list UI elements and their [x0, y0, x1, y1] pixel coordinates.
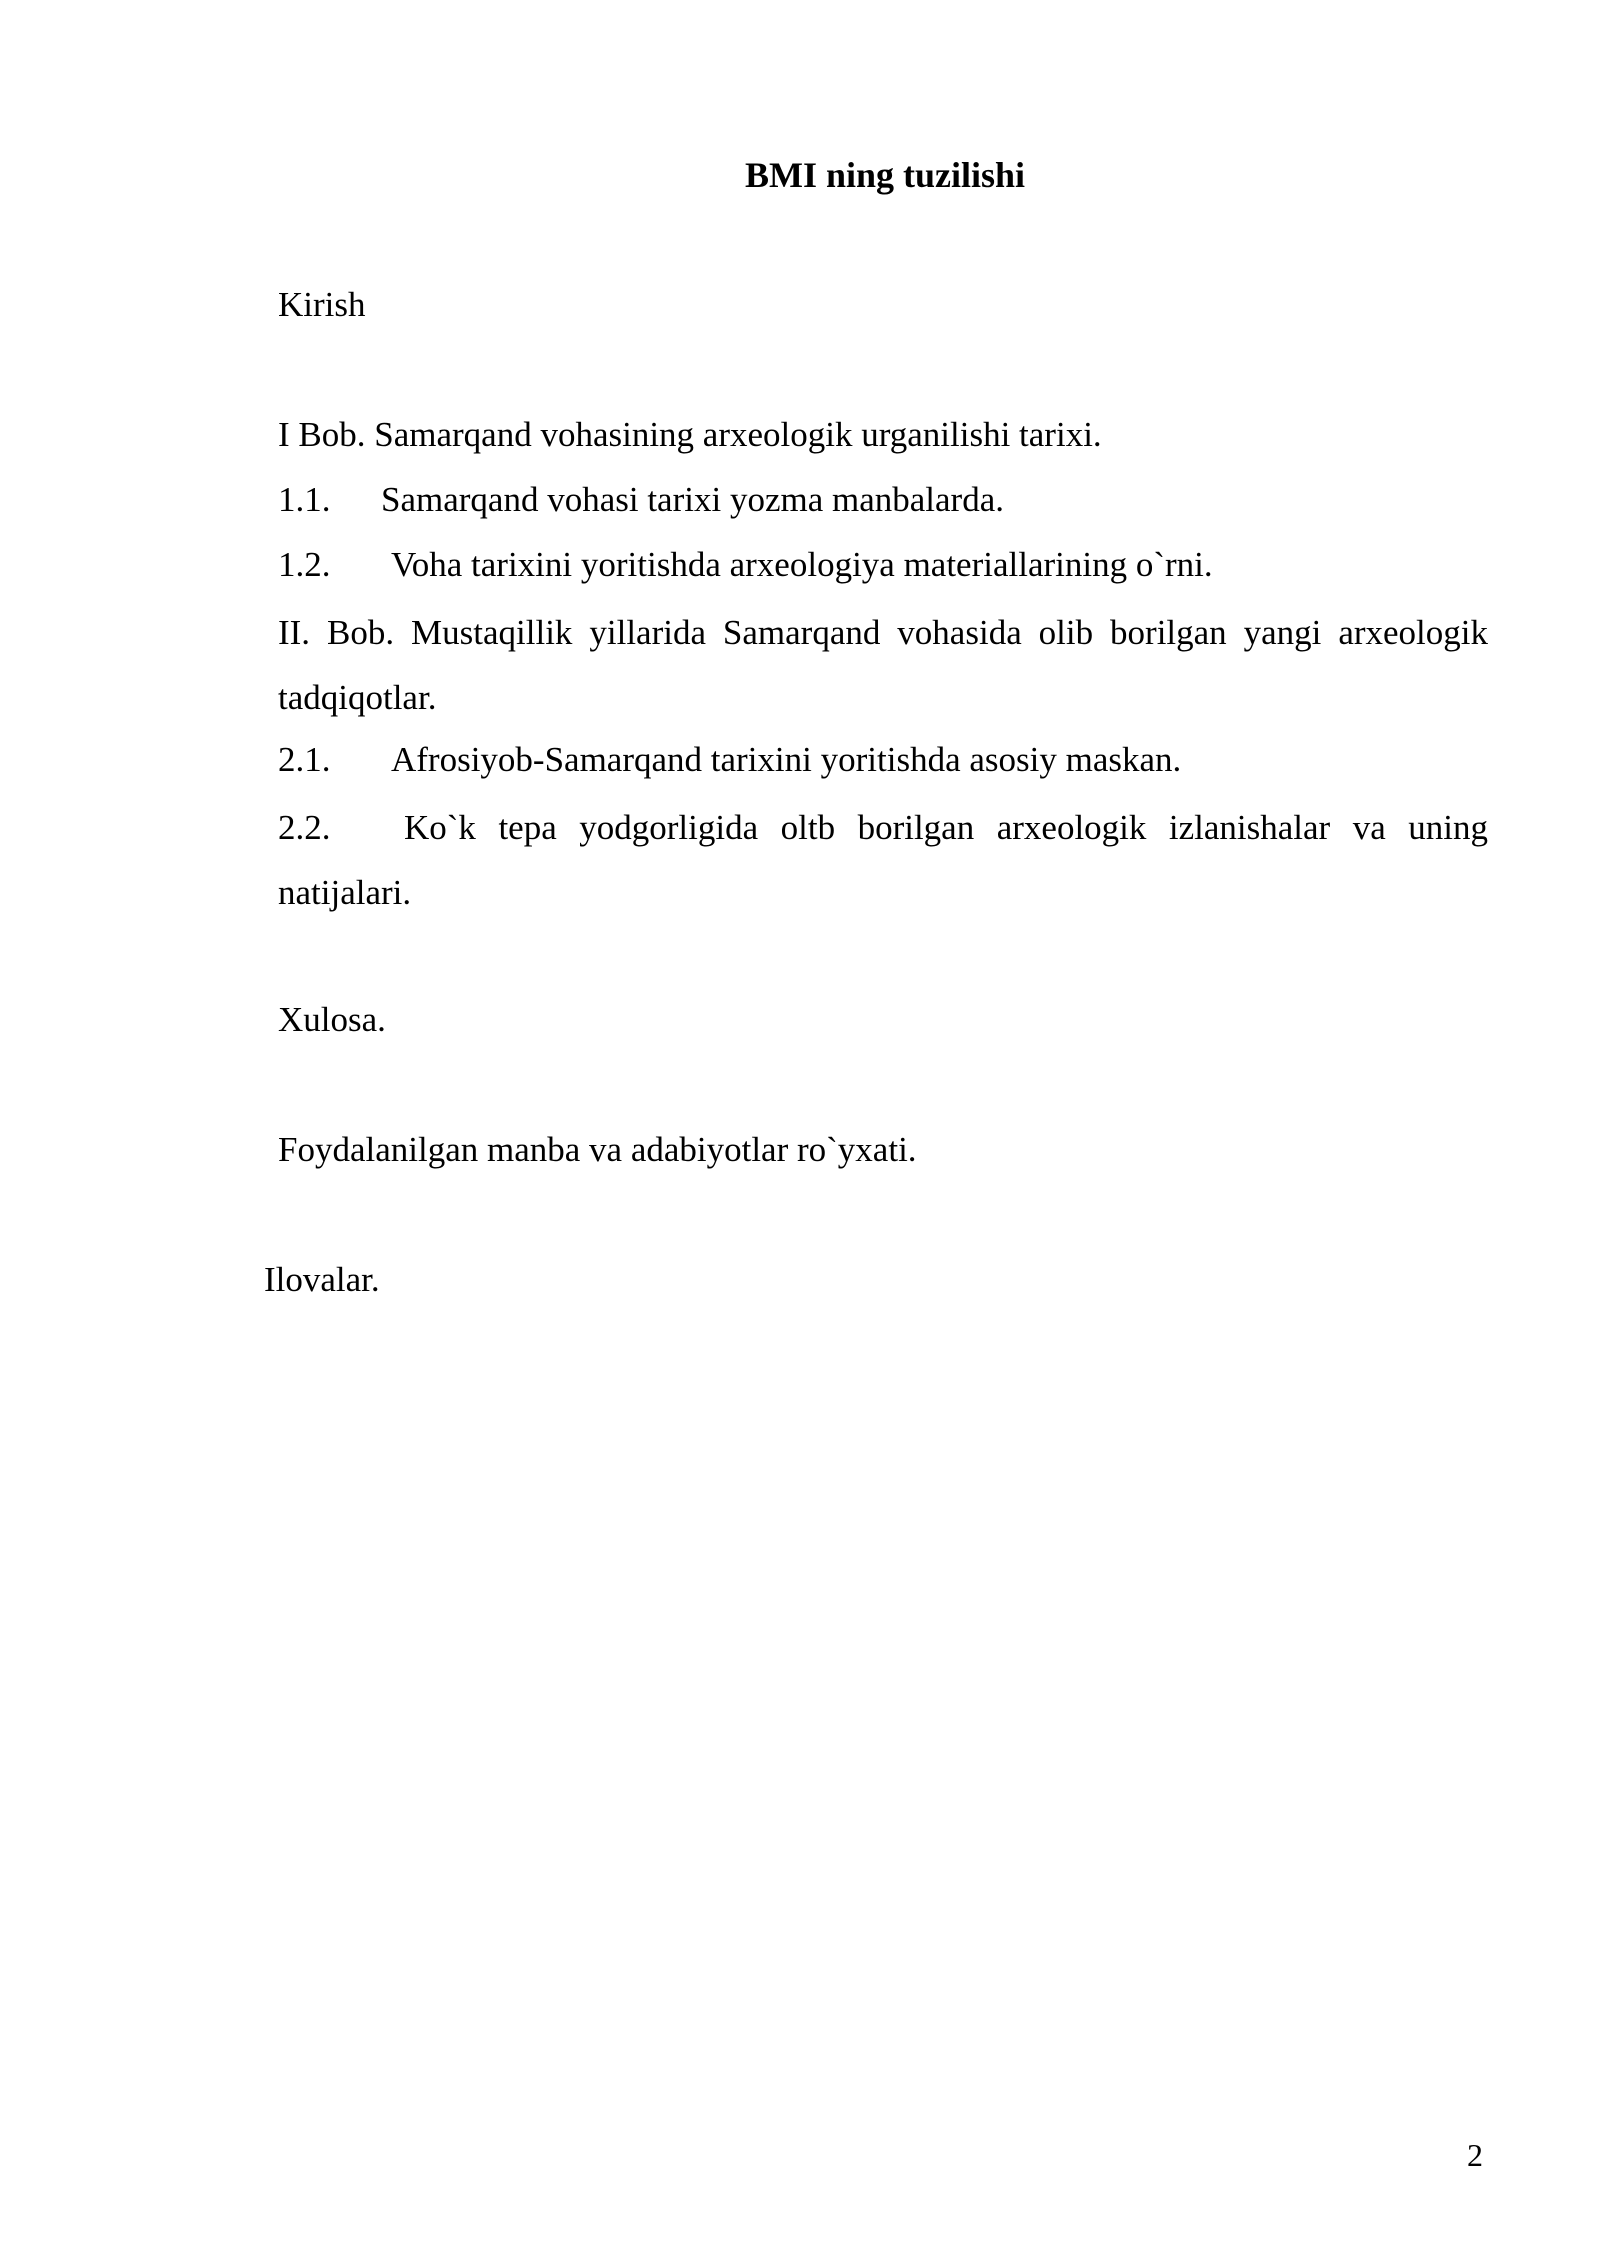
section-number: 1.1. — [278, 480, 331, 519]
appendices-item: Ilovalar. — [264, 1260, 380, 1299]
section-2-2 — [278, 795, 1488, 925]
page-title: BMI ning tuzilishi — [744, 155, 1026, 195]
chapter1-heading: I Bob. Samarqand vohasining arxeologik urganilishi tarixi. — [278, 415, 1102, 454]
chapter2-heading: II. Bob. Mustaqillik yillarida Samarqand vohasida olib borilgan yangi arxeologik tadqiqotlar. — [278, 613, 1488, 717]
section-1-1 — [278, 475, 1004, 525]
section-1-2 — [278, 540, 1213, 590]
section-text: Ko`k tepa yodgorligida oltb borilgan arxeologik izlanishalar va uning natijalari. — [278, 808, 1488, 912]
section-text: Afrosiyob-Samarqand tarixini yoritishda asosiy maskan. — [391, 740, 1182, 779]
section-2-1 — [278, 735, 1181, 785]
references-item: Foydalanilgan manba va adabiyotlar ro`yxati. — [278, 1130, 917, 1169]
section-number: 2.2. — [278, 808, 331, 847]
section-number: 1.2. — [278, 545, 331, 584]
section-text: Samarqand vohasi tarixi yozma manbalarda. — [381, 480, 1004, 519]
section-text: Voha tarixini yoritishda arxeologiya materiallarining o`rni. — [391, 545, 1213, 584]
section-number: 2.1. — [278, 740, 331, 779]
page-number: 2 — [1467, 2137, 1483, 2173]
conclusion-item: Xulosa. — [278, 1000, 386, 1039]
intro-item: Kirish — [278, 285, 366, 324]
